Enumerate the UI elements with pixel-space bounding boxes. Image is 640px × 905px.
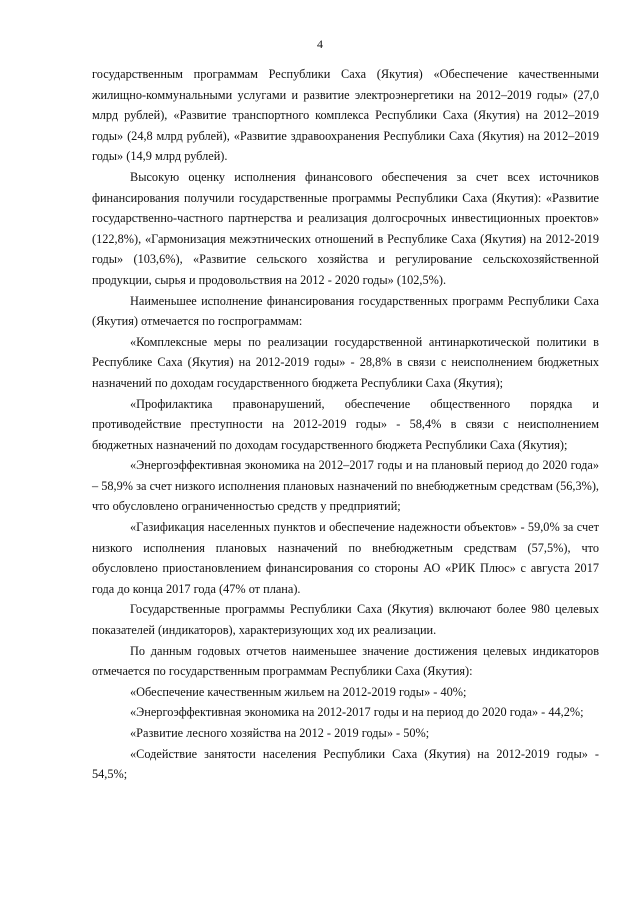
paragraph: Государственные программы Республики Саха (Якутия) включают более 980 целевых показателей (индикаторов), характеризующих ход их реализации. [92, 602, 599, 638]
paragraph: «Профилактика правонарушений, обеспечение общественного порядка и противодействие преступности на 2012-2019 годы» - 58,4% в связи с неисполнением бюджетных назначений по доходам государственного бюджета Республики Саха (Якутия); [92, 396, 599, 452]
paragraph: государственным программам Республики Саха (Якутия) «Обеспечение качественными жилищно-коммунальными услугами и развитие электроэнергетики на 2012–2019 годы» (27,0 млрд рублей), «Развитие транспортного комплекса Республики Саха (Якутия) на 2012–2019 годы» (24,8 млрд рублей), «Развитие здравоохранения Республики Саха (Якутия) на 2012–2019 годы» (14,9 млрд рублей). [92, 67, 599, 164]
paragraph: По данным годовых отчетов наименьшее значение достижения целевых индикаторов отмечается по государственным программам Республики Саха (Якутия): [92, 643, 599, 679]
paragraph: «Обеспечение качественным жильем на 2012-2019 годы» - 40%; [130, 684, 467, 699]
paragraph: Наименьшее исполнение финансирования государственных программ Республики Саха (Якутия) отмечается по госпрограммам: [92, 293, 599, 329]
document-body [92, 64, 599, 785]
paragraph: «Комплексные меры по реализации государственной антинаркотической политики в Республике Саха (Якутия) на 2012-2019 годы» - 28,8% в связи с неисполнением бюджетных назначений по доходам государственного бюджета Республики Саха (Якутия); [92, 334, 599, 390]
paragraph: Высокую оценку исполнения финансового обеспечения за счет всех источников финансирования получили государственные программы Республики Саха (Якутия): «Развитие государственно-частного партнерства и реализация долгосрочных инвестиционных проектов» (122,8%), «Гармонизация межэтнических отношений в Республике Саха (Якутия) на 2012-2019 годы» (103,6%), «Развитие сельского хозяйства и регулирование сельскохозяйственной продукции, сырья и продовольствия на 2012 - 2020 годы» (102,5%). [92, 169, 599, 287]
paragraph: «Развитие лесного хозяйства на 2012 - 2019 годы» - 50%; [130, 726, 430, 740]
paragraph: «Газификация населенных пунктов и обеспечение надежности объектов» - 59,0% за счет низкого исполнения плановых назначений по внебюджетным средствам (57,5%), что обусловлено приостановлением финансирования со стороны АО «РИК Плюс» с августа 2017 года до конца 2017 года (47% от плана). [92, 520, 599, 596]
paragraph: «Содействие занятости населения Республики Саха (Якутия) на 2012-2019 годы» - 54,5%; [92, 746, 599, 782]
paragraph: «Энергоэффективная экономика на 2012-2017 годы и на период до 2020 года» - 44,2%; [130, 705, 584, 720]
page-number: 4 [317, 37, 323, 51]
paragraph: «Энергоэффективная экономика на 2012–2017 годы и на плановый период до 2020 года» – 58,9% за счет низкого исполнения плановых назначений по внебюджетным средствам (56,3%), что обусловлено ограниченностью средств у предприятий; [92, 458, 599, 514]
